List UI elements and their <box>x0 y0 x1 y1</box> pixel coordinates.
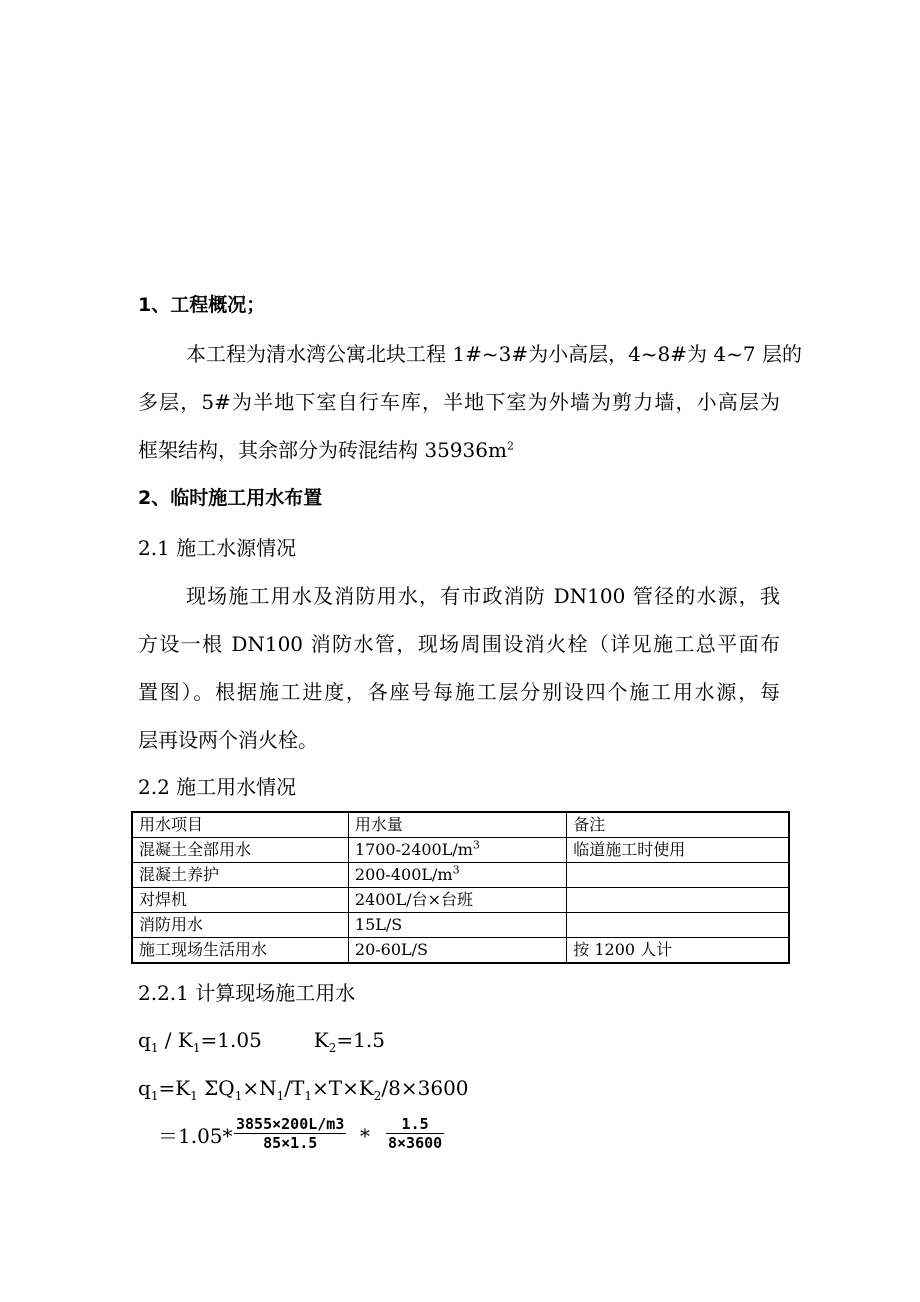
fraction-2-denominator: 8×3600 <box>388 1134 443 1152</box>
section-1-line-2: 多层，5#为半地下室自行车库，半地下室为外墙为剪力墙，小高层为 <box>138 390 780 414</box>
formula-subscript: 1 <box>150 1089 159 1103</box>
section-1-line-1: 本工程为清水湾公寓北块工程 1#~3#为小高层，4~8#为 4~7 层的 <box>186 342 802 366</box>
table-header-row <box>132 812 789 838</box>
table-cell <box>567 888 789 913</box>
section-1-line-3 <box>138 437 514 463</box>
formula-text: =1.05 <box>200 1028 262 1052</box>
formula-text: =1.5 <box>336 1028 385 1052</box>
formula-coefficients <box>138 1027 385 1053</box>
formula-text: ×N <box>242 1076 277 1100</box>
formula-subscript: 1 <box>190 1089 198 1103</box>
formula-substitution-prefix: ＝1.05* <box>158 1124 233 1148</box>
area-superscript: 2 <box>506 439 514 453</box>
table-cell <box>567 863 789 888</box>
formula-subscript: 2 <box>328 1041 337 1055</box>
fraction-2-numerator: 1.5 <box>386 1115 444 1134</box>
formula-text: q <box>138 1076 151 1100</box>
table-row <box>132 888 789 913</box>
cubic-superscript: 3 <box>452 863 460 877</box>
subsection-2-1-line-3: 置图）。根据施工进度，各座号每施工层分别设四个施工用水源，每 <box>138 680 780 704</box>
formula-subscript: 2 <box>373 1089 382 1103</box>
table-row <box>132 863 789 888</box>
table-cell: 临道施工时使用 <box>567 838 789 863</box>
fraction-1 <box>234 1115 346 1152</box>
formula-text: ×T×K <box>311 1076 374 1100</box>
table-cell: 按 1200 人计 <box>567 938 789 964</box>
formula-text: /T <box>284 1076 305 1100</box>
table-cell-text: 200-400L/m <box>354 865 453 884</box>
subsection-2-2-1-title: 2.2.1 计算现场施工用水 <box>138 981 356 1005</box>
table-cell <box>348 838 566 863</box>
table-header-item: 用水项目 <box>132 812 348 838</box>
table-cell <box>567 913 789 938</box>
table-cell <box>348 863 566 888</box>
formula-subscript: 1 <box>234 1089 243 1103</box>
table-cell: 施工现场生活用水 <box>132 938 348 964</box>
formula-multiply: * <box>360 1124 370 1148</box>
table-header-remark: 备注 <box>567 812 789 838</box>
table-cell: 对焊机 <box>132 888 348 913</box>
formula-text: /8×3600 <box>381 1076 469 1100</box>
table-cell: 混凝土养护 <box>132 863 348 888</box>
water-usage-table <box>131 811 790 964</box>
formula-subscript: 1 <box>304 1089 312 1103</box>
subsection-2-1-line-2: 方设一根 DN100 消防水管，现场周围设消火栓（详见施工总平面布 <box>138 632 780 656</box>
formula-text: ΣQ <box>197 1076 235 1100</box>
table-cell: 混凝土全部用水 <box>132 838 348 863</box>
table-cell: 20-60L/S <box>348 938 566 964</box>
table-header-amount: 用水量 <box>348 812 566 838</box>
formula-subscript: 1 <box>192 1041 201 1055</box>
formula-text: / K <box>158 1028 193 1052</box>
table-row <box>132 938 789 964</box>
table-cell: 消防用水 <box>132 913 348 938</box>
table-cell: 2400L/台×台班 <box>348 888 566 913</box>
section-1-line-3-text: 框架结构，其余部分为砖混结构 35936m <box>138 438 507 462</box>
formula-general <box>138 1075 469 1101</box>
fraction-1-denominator: 85×1.5 <box>263 1134 318 1152</box>
table-cell-text: 1700-2400L/m <box>354 840 473 859</box>
subsection-2-1-line-4: 层再设两个消火栓。 <box>138 728 318 752</box>
fraction-1-numerator: 3855×200L/m3 <box>236 1115 345 1133</box>
table-cell: 15L/S <box>348 913 566 938</box>
formula-text: q <box>138 1028 151 1052</box>
formula-text: K <box>313 1028 329 1052</box>
formula-text: =K <box>158 1076 191 1100</box>
subsection-2-2-title: 2.2 施工用水情况 <box>138 775 297 799</box>
fraction-2 <box>386 1115 444 1152</box>
table-row <box>132 838 789 863</box>
cubic-superscript: 3 <box>472 838 480 852</box>
section-1-heading: 1、工程概况； <box>138 294 266 316</box>
subsection-2-1-line-1: 现场施工用水及消防用水，有市政消防 DN100 管径的水源，我 <box>186 584 780 608</box>
formula-subscript: 1 <box>276 1089 285 1103</box>
subsection-2-1-title: 2.1 施工水源情况 <box>138 536 297 560</box>
section-2-heading: 2、临时施工用水布置 <box>138 487 323 509</box>
table-row <box>132 913 789 938</box>
formula-subscript: 1 <box>150 1041 159 1055</box>
